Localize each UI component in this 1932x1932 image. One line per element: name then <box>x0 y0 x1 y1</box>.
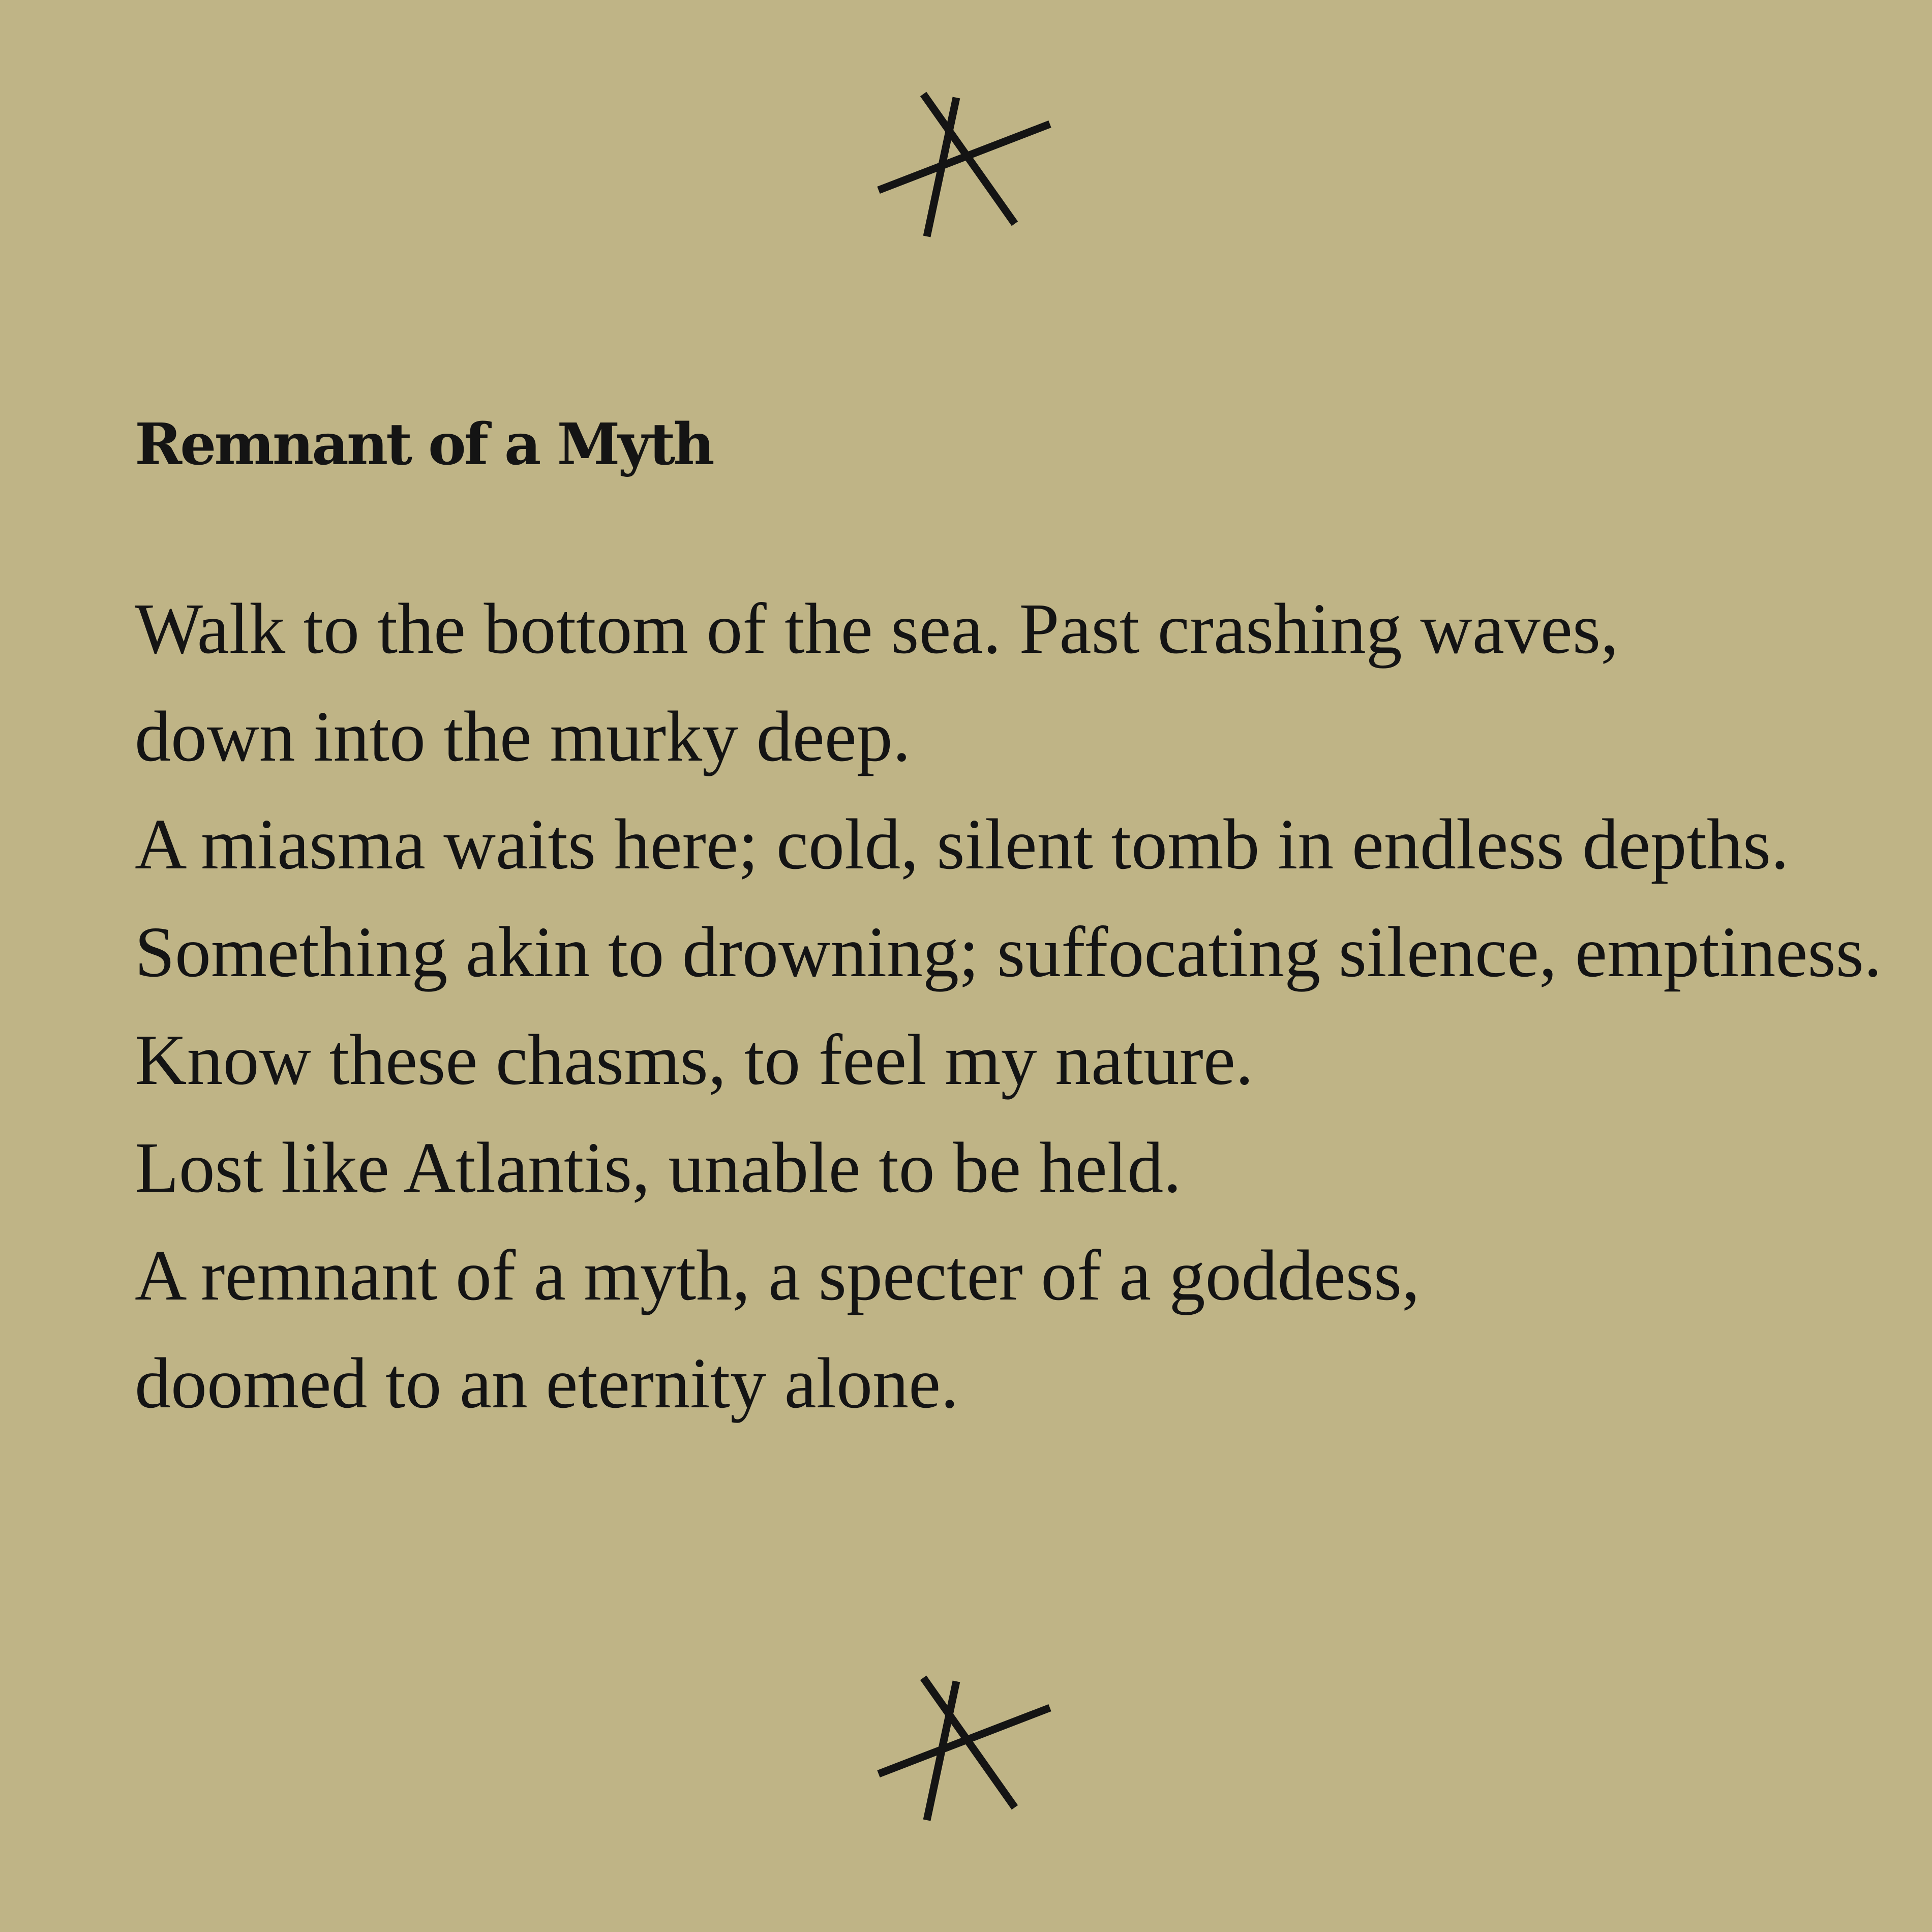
poem-title: Remnant of a Myth <box>135 411 713 478</box>
poem-line: doomed to an eternity alone. <box>135 1343 959 1423</box>
poem-line: A miasma waits here; cold, silent tomb in endless depths. <box>135 804 1789 884</box>
poem-line: Walk to the bottom of the sea. Past crashing waves, <box>135 588 1619 669</box>
poem-line: A remnant of a myth, a specter of a goddess, <box>135 1235 1420 1315</box>
poem-line: down into the murky deep. <box>135 696 911 776</box>
bottom-asterisk-ornament-icon <box>869 1670 1052 1823</box>
poem-body <box>135 575 1882 1437</box>
poem-line: Something akin to drowning; suffocating silence, emptiness. <box>135 912 1882 992</box>
poem-line: Lost like Atlantis, unable to be held. <box>135 1127 1182 1208</box>
top-asterisk-ornament-icon <box>869 86 1052 239</box>
poem-line: Know these chasms, to feel my nature. <box>135 1019 1254 1100</box>
